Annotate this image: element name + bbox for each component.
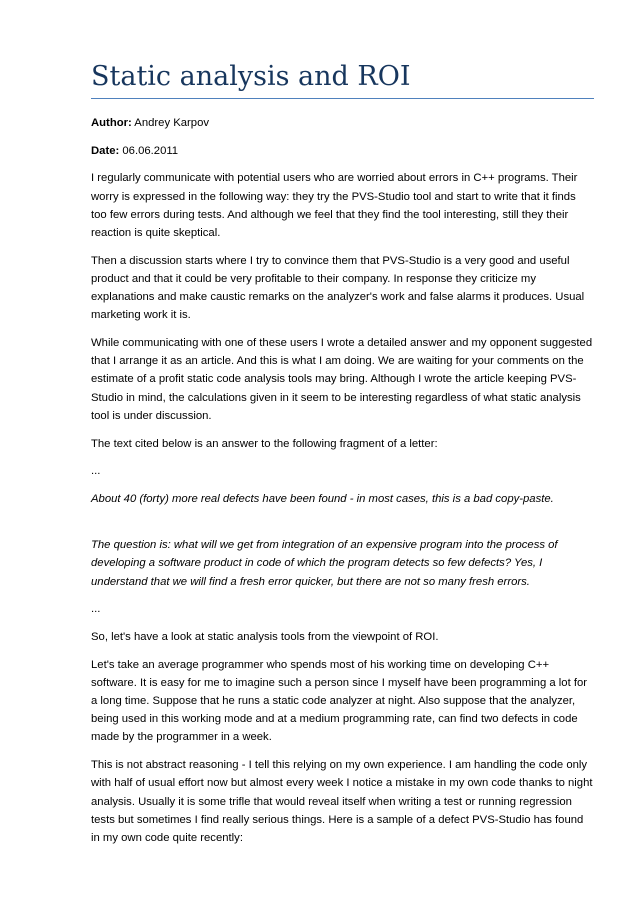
paragraph: So, let's have a look at static analysis tools from the viewpoint of ROI. <box>91 630 439 643</box>
paragraph: While communicating with one of these users I wrote a detailed answer and my opponent suggested that I arrange it as an article. And this is what I am doing. We are waiting for your comments on the estimate of a profit static code analysis tools may bring. Although I wrote the article keeping PVS-Studio in mind, the calculations given in it seem to be interesting regardless of what static analysis tool is under discussion. <box>91 337 593 422</box>
title-underline <box>91 98 594 99</box>
document-body <box>91 114 594 857</box>
paragraph: Let's take an average programmer who spends most of his working time on developing C++ software. It is easy for me to imagine such a person since I myself have been programming a lot for a long time. Suppose that he runs a static code analyzer at night. Also suppose that the analyzer, being used in this working mode and at a medium programming rate, can find two defects in code made by the programmer in a week. <box>91 658 588 744</box>
date-line <box>91 142 594 160</box>
paragraph: I regularly communicate with potential users who are worried about errors in C++ programs. Their worry is expressed in the following way: they try the PVS-Studio tool and start to write that it finds too few errors during tests. And although we feel that they find the tool interesting, still they their reaction is quite skeptical. <box>91 172 578 240</box>
ellipsis: ... <box>91 465 101 478</box>
quoted-paragraph: About 40 (forty) more real defects have been found - in most cases, this is a bad copy-paste. <box>91 492 554 505</box>
author-line <box>91 114 594 132</box>
date-value: 06.06.2011 <box>122 144 179 157</box>
quoted-paragraph: The question is: what will we get from integration of an expensive program into the process of developing a software product in code of which the program detects so few defects? Yes, I understand that we will find a fresh error quicker, but there are not so many fresh errors. <box>91 539 558 588</box>
paragraph: Then a discussion starts where I try to convince them that PVS-Studio is a very good and useful product and that it could be very profitable to their company. In response they criticize my explanations and make caustic remarks on the analyzer's work and false alarms it produces. Usual marketing work it is. <box>91 254 585 322</box>
document-title: Static analysis and ROI <box>91 61 411 92</box>
author-label: Author: <box>91 117 132 129</box>
author-value: Andrey Karpov <box>134 117 210 129</box>
ellipsis: ... <box>91 603 101 616</box>
paragraph: The text cited below is an answer to the following fragment of a letter: <box>91 437 438 450</box>
paragraph: This is not abstract reasoning - I tell this relying on my own experience. I am handling the code only with half of usual effort now but almost every week I notice a mistake in my own code thanks to night analysis. Usually it is some trifle that would reveal itself when writing a test or running regression tests but sometimes I find really serious things. Here is a sample of a defect PVS-Studio has found in my own code quite recently: <box>91 759 593 844</box>
date-label: Date: <box>91 144 120 157</box>
